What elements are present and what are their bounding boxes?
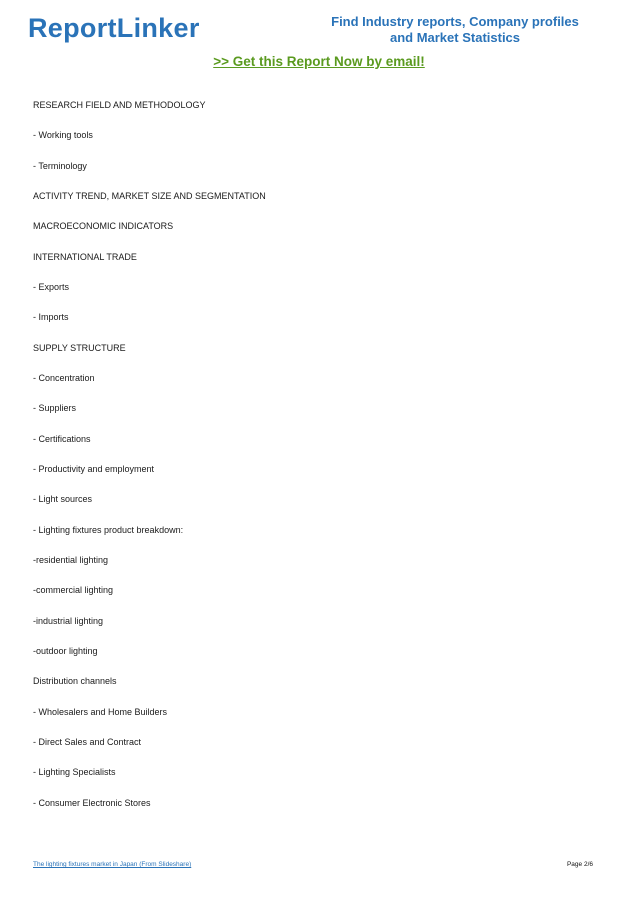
page-footer	[33, 858, 593, 872]
report-header	[0, 0, 638, 90]
toc-item: -commercial lighting	[33, 585, 114, 596]
toc-item: - Productivity and employment	[33, 463, 155, 474]
toc-item: MACROECONOMIC INDICATORS	[33, 221, 174, 232]
toc-item: Distribution channels	[33, 676, 117, 687]
reportlinker-logo[interactable]: ReportLinker	[28, 13, 200, 43]
tagline-line-2: and Market Statistics	[389, 30, 521, 45]
toc-item: -residential lighting	[33, 554, 109, 565]
tagline-line-1: Find Industry reports, Company profiles	[331, 14, 579, 29]
get-report-link[interactable]: >> Get this Report Now by email!	[213, 54, 425, 69]
toc-item: SUPPLY STRUCTURE	[33, 342, 126, 353]
toc-item: - Wholesalers and Home Builders	[33, 706, 168, 717]
table-of-contents	[33, 95, 613, 823]
toc-item: -outdoor lighting	[33, 645, 98, 656]
toc-item: - Light sources	[33, 494, 93, 505]
toc-item: - Direct Sales and Contract	[33, 736, 142, 747]
toc-item: - Concentration	[33, 372, 95, 383]
toc-item: - Lighting fixtures product breakdown:	[33, 524, 184, 535]
toc-item: - Suppliers	[33, 403, 77, 414]
toc-item: - Terminology	[33, 160, 87, 171]
page-number: Page 2/6	[566, 861, 593, 868]
toc-item: - Imports	[33, 312, 69, 323]
toc-item: - Exports	[33, 281, 70, 292]
toc-item: - Working tools	[33, 130, 93, 141]
source-link[interactable]: The lighting fixtures market in Japan (From Slideshare)	[33, 861, 192, 868]
toc-item: - Certifications	[33, 433, 91, 444]
toc-item: RESEARCH FIELD AND METHODOLOGY	[33, 100, 206, 110]
toc-item: -industrial lighting	[33, 615, 104, 626]
toc-item: - Consumer Electronic Stores	[33, 797, 151, 808]
header-tagline	[330, 14, 580, 46]
toc-item: - Lighting Specialists	[33, 767, 116, 778]
toc-item: ACTIVITY TREND, MARKET SIZE AND SEGMENTATION	[33, 190, 266, 201]
toc-item: INTERNATIONAL TRADE	[33, 251, 137, 262]
